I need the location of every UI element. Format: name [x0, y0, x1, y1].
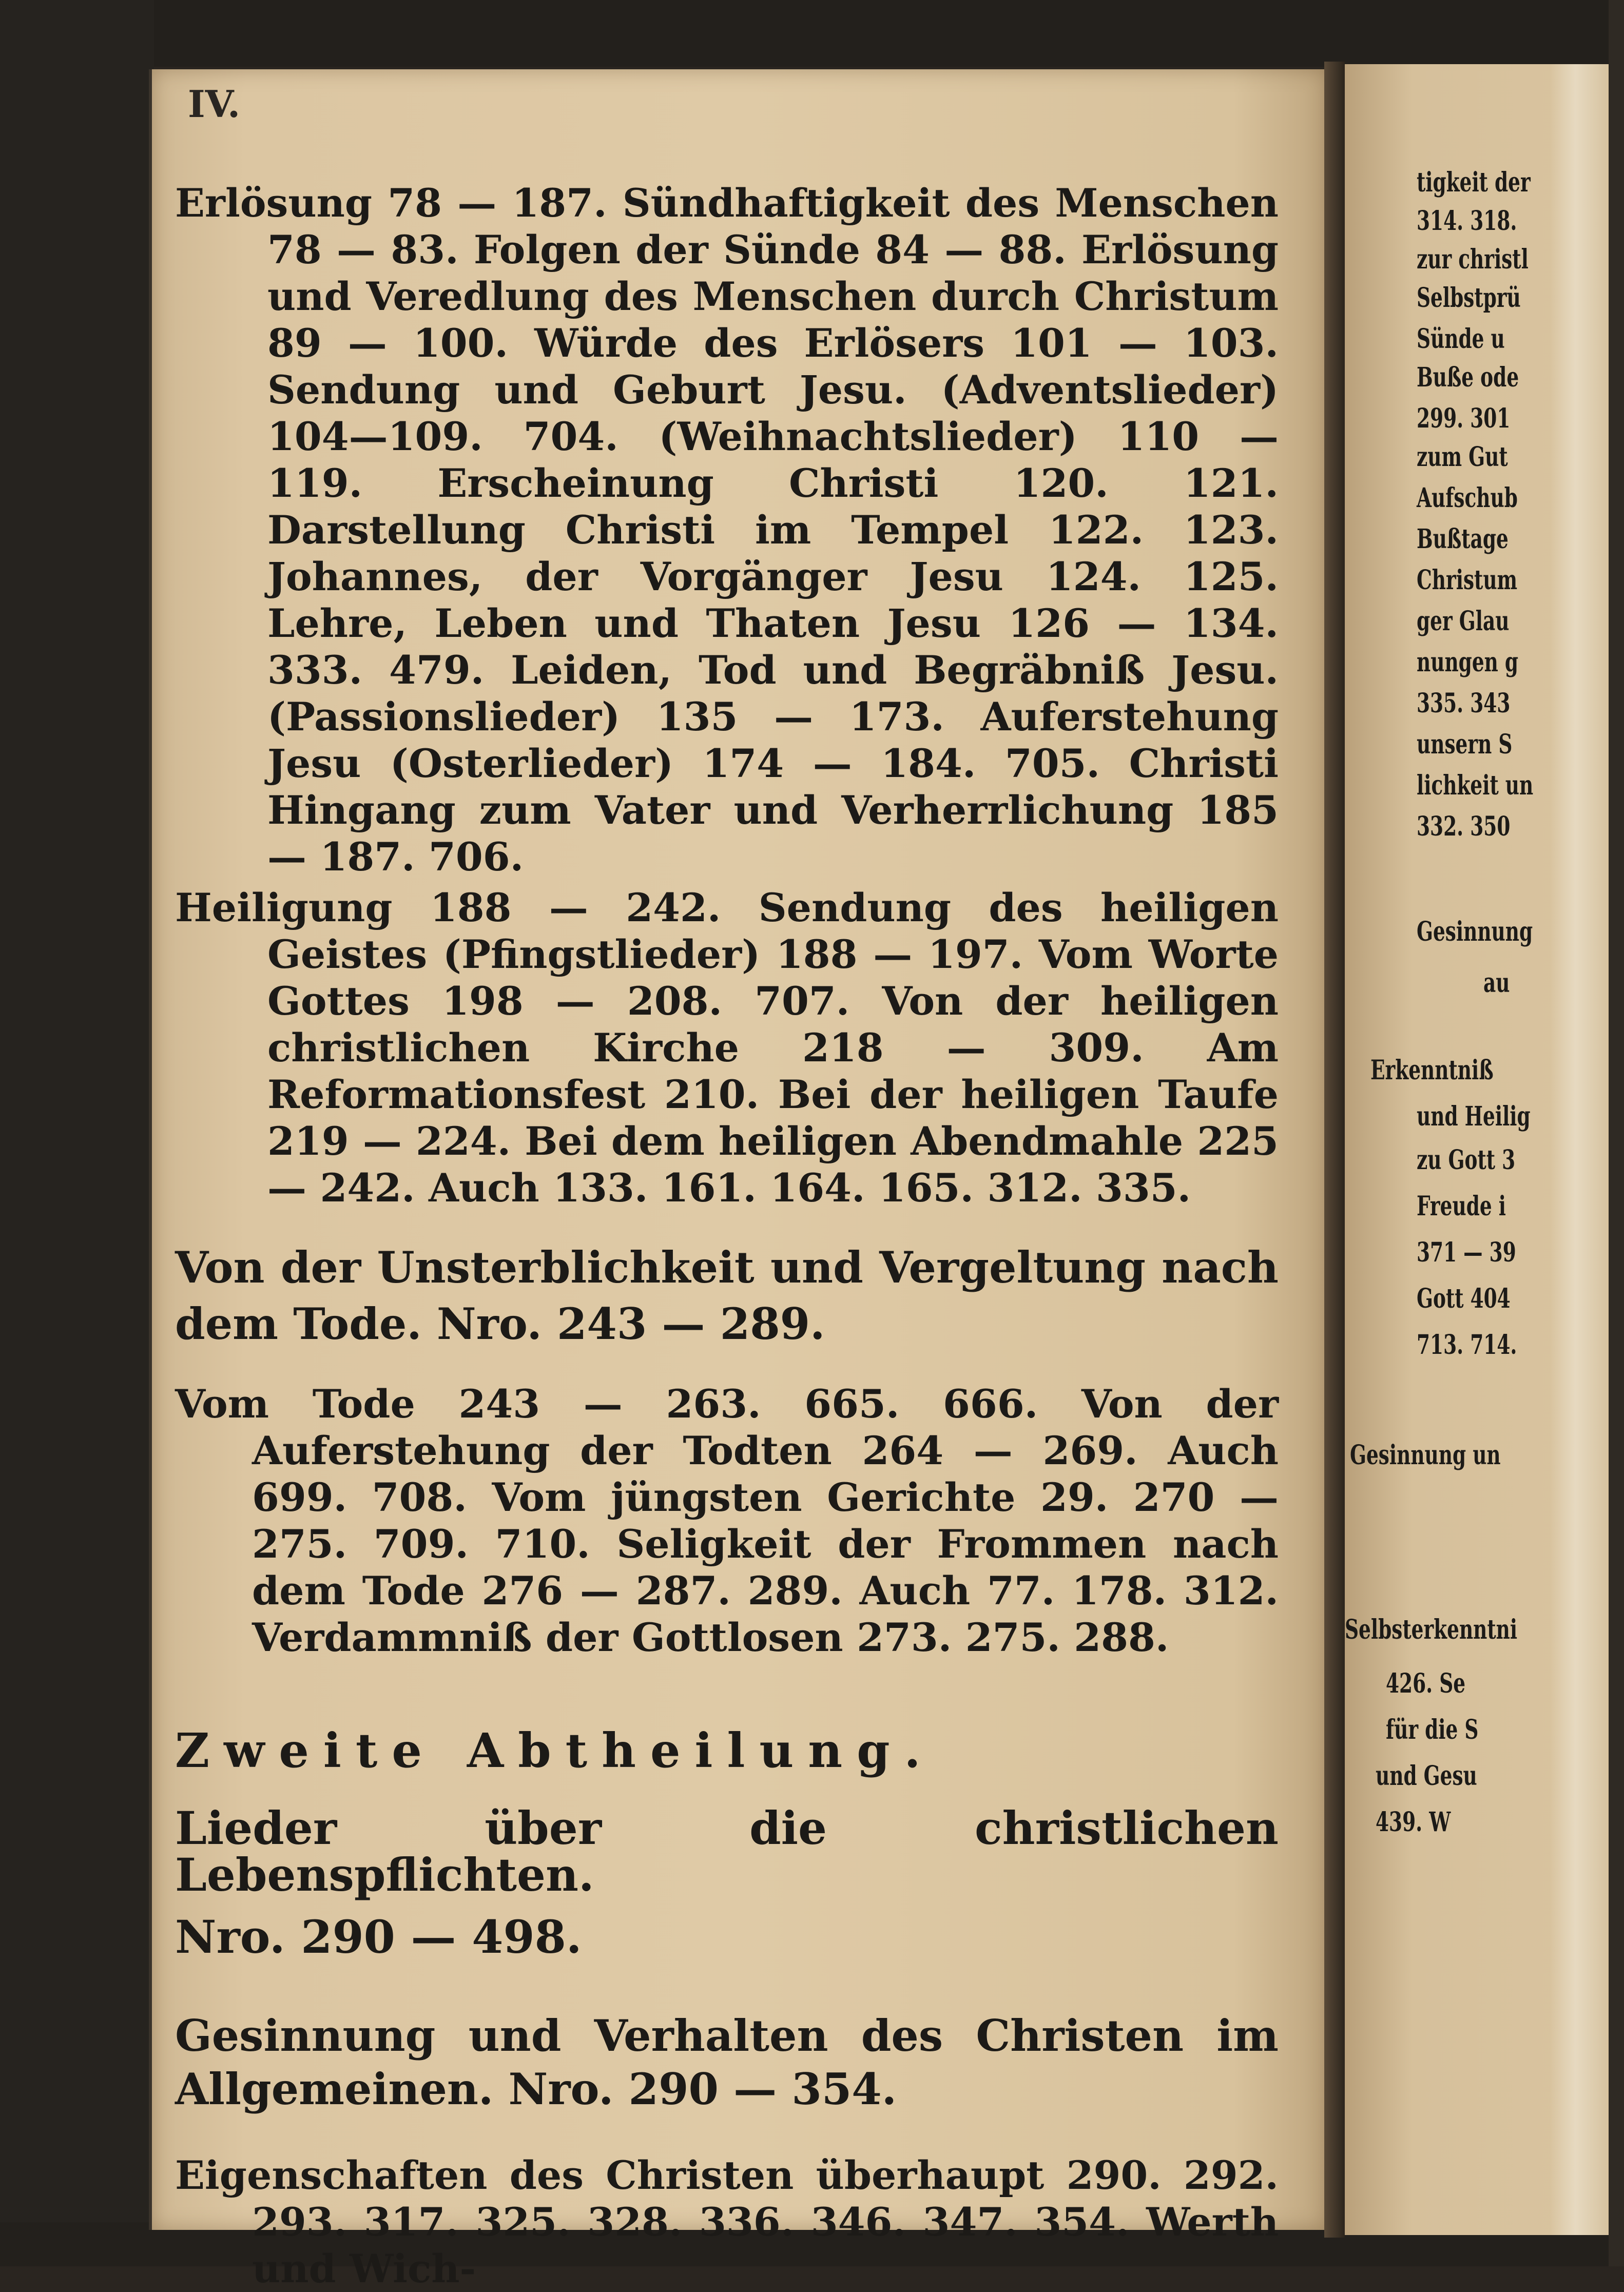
- entry-vom-tode: Vom Tode 243 — 263. 665. 666. Von der Auferstehung der Todten 264 — 269. Auch 699. 708. Vom jüngsten Gerichte 29. 270 — 275. 709. 710. Seligkeit der Frommen nach dem Tode 276 — 287. 289. Auch 77. 178. 312. Verdammniß der Gottlosen 273. 275. 288.: [175, 1381, 1279, 1660]
- heading-unsterblichkeit: Von der Unsterblichkeit und Vergeltung nach dem Tode. Nro. 243 — 289.: [175, 1242, 1279, 1349]
- right-line: lichkeit un: [1417, 770, 1534, 801]
- entry-erloesung: Erlösung 78 — 187. Sündhaftigkeit des Menschen 78 — 83. Folgen der Sünde 84 — 88. Erlösung und Veredlung des Menschen durch Christum 89 — 100. Würde des Erlösers 101 — 103. Sendung und Geburt Jesu. (Adventslieder) 104—109. 704. (Weihnachtslieder) 110 — 119. Erscheinung Christi 120. 121. Darstellung Christi im Tempel 122. 123. Johannes, der Vorgänger Jesu 124. 125. Lehre, Leben und Thaten Jesu 126 — 134. 333. 479. Leiden, Tod und Begräbniß Jesu. (Passionslieder) 135 — 173. Auferstehung Jesu (Osterlieder) 174 — 184. 705. Christi Hingang zum Vater und Verherrlichung 185 — 187. 706.: [175, 180, 1279, 880]
- right-line: Christum: [1417, 565, 1518, 596]
- right-line: für die S: [1386, 1714, 1479, 1745]
- section-subtitle: Lieder über die christlichen Lebenspflichten.: [175, 1801, 1279, 1901]
- right-page: [1345, 64, 1617, 2235]
- right-line: und Gesu: [1376, 1760, 1477, 1792]
- right-line: 299. 301: [1417, 403, 1511, 434]
- right-line: und Heilig: [1417, 1101, 1531, 1132]
- right-line: tigkeit der: [1417, 167, 1531, 198]
- book-gutter: [1324, 62, 1345, 2238]
- page-number: IV.: [188, 82, 241, 126]
- right-line: Buße ode: [1417, 362, 1519, 393]
- right-heading: Gesinnung un: [1350, 1440, 1501, 1471]
- right-line: nungen g: [1417, 647, 1519, 678]
- right-line: 332. 350: [1417, 811, 1511, 842]
- cover-left: [0, 0, 154, 2266]
- right-line: 426. Se: [1386, 1668, 1466, 1699]
- right-heading: Gesinnung: [1417, 916, 1533, 947]
- right-line: 439. W: [1376, 1807, 1451, 1838]
- right-edge: [1609, 0, 1624, 2266]
- right-line: Selbsterkenntni: [1345, 1614, 1518, 1645]
- right-line: 713. 714.: [1417, 1329, 1517, 1361]
- right-line: 314. 318.: [1417, 205, 1517, 237]
- entry-eigenschaften: Eigenschaften des Christen überhaupt 290. 292. 293. 317. 325. 328. 336. 346. 347. 354. Werth und Wich-: [175, 2152, 1279, 2291]
- right-line: Sünde u: [1417, 323, 1505, 355]
- right-line: unsern S: [1417, 729, 1513, 760]
- tape-strip: [1550, 64, 1607, 2235]
- right-line: 371 — 39: [1417, 1237, 1516, 1268]
- right-line: au: [1483, 967, 1510, 999]
- right-line: ger Glau: [1417, 606, 1510, 637]
- right-line: Bußtage: [1417, 523, 1509, 555]
- right-line: Selbstprü: [1417, 282, 1521, 314]
- table-of-contents: [175, 180, 1279, 2292]
- right-line: zum Gut: [1417, 441, 1508, 473]
- right-line: Gott 404: [1417, 1283, 1511, 1314]
- section-range: Nro. 290 — 498.: [175, 1910, 582, 1964]
- entry-heiligung: Heiligung 188 — 242. Sendung des heiligen Geistes (Pfingstlieder) 188 — 197. Vom Worte Gottes 198 — 208. 707. Von der heiligen christlichen Kirche 218 — 309. Am Reformationsfest 210. Bei der heiligen Taufe 219 — 224. Bei dem heiligen Abendmahle 225 — 242. Auch 133. 161. 164. 165. 312. 335.: [175, 885, 1279, 1211]
- right-line: zur christl: [1417, 244, 1529, 275]
- section-title: Zweite Abtheilung.: [175, 1723, 935, 1778]
- right-line: 335. 343: [1417, 688, 1511, 719]
- left-page: [149, 69, 1327, 2291]
- right-line: zu Gott 3: [1417, 1144, 1516, 1176]
- right-line: Erkenntniß: [1370, 1055, 1494, 1086]
- cover-top: [0, 0, 1624, 67]
- right-line: Aufschub: [1417, 482, 1518, 514]
- right-line: Freude i: [1417, 1191, 1506, 1222]
- sub-heading-gesinnung: Gesinnung und Verhalten des Christen im Allgemeinen. Nro. 290 — 354.: [175, 2010, 1279, 2114]
